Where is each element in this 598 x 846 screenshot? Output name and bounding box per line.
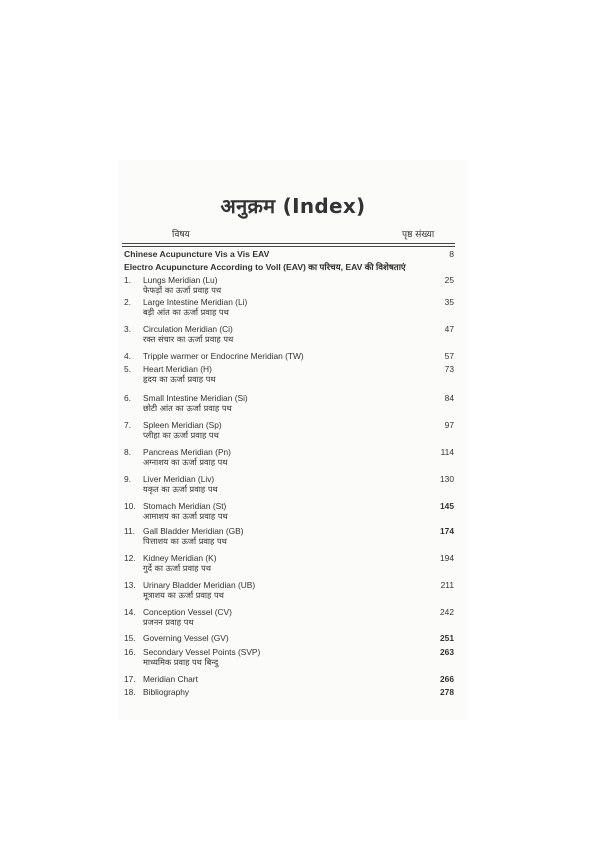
entry-title-hindi: गुर्दे का ऊर्जा प्रवाह पथ bbox=[143, 563, 211, 573]
entry-page-number: 242 bbox=[440, 607, 454, 617]
entry-page-number: 130 bbox=[440, 474, 454, 484]
entry-number: 6. bbox=[124, 393, 131, 403]
entry-number: 14. bbox=[124, 607, 136, 617]
entry-title-english: Conception Vessel (CV) bbox=[143, 607, 232, 617]
entry-title-english: Heart Meridian (H) bbox=[143, 364, 212, 374]
entry-title-hindi: फेफड़ों का ऊर्जा प्रवाह पथ bbox=[143, 285, 222, 295]
entry-title-hindi: छोटी आंत का ऊर्जा प्रवाह पथ bbox=[143, 403, 232, 413]
entry-number: 9. bbox=[124, 474, 131, 484]
entry-title-english: Liver Meridian (Liv) bbox=[143, 474, 215, 484]
entry-page-number: 35 bbox=[444, 297, 454, 307]
entry-title-hindi: मूत्राशय का ऊर्जा प्रवाह पथ bbox=[143, 590, 224, 600]
entry-page-number: 263 bbox=[440, 647, 454, 657]
entry-title-english: Secondary Vessel Points (SVP) bbox=[143, 647, 261, 657]
subject-column-header: विषय bbox=[172, 230, 190, 240]
entry-title-english: Lungs Meridian (Lu) bbox=[143, 275, 218, 285]
entry-number: 4. bbox=[124, 351, 131, 361]
entry-page-number: 145 bbox=[440, 501, 454, 511]
entry-title-english: Gall Bladder Meridian (GB) bbox=[143, 526, 244, 536]
intro-line-2 bbox=[124, 261, 454, 273]
entry-title-hindi: प्रजनन प्रवाह पथ bbox=[143, 617, 194, 627]
header-rule-top bbox=[122, 243, 455, 244]
entry-page-number: 47 bbox=[444, 324, 454, 334]
entry-title-hindi: अग्नाशय का ऊर्जा प्रवाह पथ bbox=[143, 457, 228, 467]
entry-number: 5. bbox=[124, 364, 131, 374]
entry-page-number: 97 bbox=[444, 420, 454, 430]
entry-number: 3. bbox=[124, 324, 131, 334]
entry-title-english: Governing Vessel (GV) bbox=[143, 633, 229, 643]
entry-number: 11. bbox=[124, 526, 136, 536]
entry-page-number: 174 bbox=[440, 526, 454, 536]
intro-line-1 bbox=[124, 249, 454, 259]
entry-title-english: Circulation Meridian (Ci) bbox=[143, 324, 233, 334]
entry-title-hindi: हृदय का ऊर्जा प्रवाह पथ bbox=[143, 374, 216, 384]
entry-number: 16. bbox=[124, 647, 136, 657]
entry-number: 18. bbox=[124, 687, 136, 697]
entry-number: 12. bbox=[124, 553, 136, 563]
entry-number: 15. bbox=[124, 633, 136, 643]
entry-title-hindi: प्लीहा का ऊर्जा प्रवाह पथ bbox=[143, 430, 219, 440]
header-rule-bottom bbox=[122, 246, 455, 247]
entry-page-number: 57 bbox=[444, 351, 454, 361]
entry-page-number: 84 bbox=[444, 393, 454, 403]
entry-title-english: Spleen Meridian (Sp) bbox=[143, 420, 222, 430]
entry-title-hindi: माध्यमिक प्रवाह पथ बिन्दु bbox=[143, 657, 219, 667]
entry-page-number: 266 bbox=[440, 674, 454, 684]
entry-page-number: 251 bbox=[440, 633, 454, 643]
entry-page-number: 211 bbox=[440, 580, 454, 590]
entry-title-english: Kidney Meridian (K) bbox=[143, 553, 217, 563]
entry-number: 10. bbox=[124, 501, 136, 511]
entry-title-hindi: आमाशय का ऊर्जा प्रवाह पथ bbox=[143, 511, 228, 521]
intro-page-number: 8 bbox=[449, 249, 454, 259]
entry-title-english: Pancreas Meridian (Pn) bbox=[143, 447, 231, 457]
entry-number: 8. bbox=[124, 447, 131, 457]
entry-number: 2. bbox=[124, 297, 131, 307]
entry-title-hindi: यकृत का ऊर्जा प्रवाह पथ bbox=[143, 484, 218, 494]
entry-page-number: 278 bbox=[440, 687, 454, 697]
entry-title-english: Bibliography bbox=[143, 687, 190, 697]
entry-page-number: 73 bbox=[444, 364, 454, 374]
entry-page-number: 194 bbox=[440, 553, 454, 563]
entry-title-hindi: बड़ी आंत का ऊर्जा प्रवाह पथ bbox=[143, 307, 229, 317]
entry-number: 17. bbox=[124, 674, 136, 684]
entry-title-english: Stomach Meridian (St) bbox=[143, 501, 227, 511]
intro-title: Chinese Acupuncture Vis a Vis EAV bbox=[124, 249, 270, 259]
entry-title-hindi: पित्ताशय का ऊर्जा प्रवाह पथ bbox=[143, 536, 227, 546]
entry-title-english: Urinary Bladder Meridian (UB) bbox=[143, 580, 256, 590]
intro-subtitle: Electro Acupuncture According to Voll (EAV) का परिचय, EAV की विशेषताएं bbox=[124, 262, 406, 272]
entry-title-english: Small Intestine Meridian (Si) bbox=[143, 393, 248, 403]
entry-title-english: Meridian Chart bbox=[143, 674, 198, 684]
entry-number: 13. bbox=[124, 580, 136, 590]
entry-page-number: 25 bbox=[444, 275, 454, 285]
entry-number: 1. bbox=[124, 275, 131, 285]
entry-title-english: Tripple warmer or Endocrine Meridian (TW) bbox=[143, 351, 304, 361]
entry-title-hindi: रक्त संचार का ऊर्जा प्रवाह पथ bbox=[143, 334, 234, 344]
entry-number: 7. bbox=[124, 420, 131, 430]
entry-page-number: 114 bbox=[440, 447, 454, 457]
page-title: अनुक्रम (Index) bbox=[220, 194, 366, 218]
page-column-header: पृष्ठ संख्या bbox=[402, 230, 435, 240]
entry-title-english: Large Intestine Meridian (Li) bbox=[143, 297, 248, 307]
